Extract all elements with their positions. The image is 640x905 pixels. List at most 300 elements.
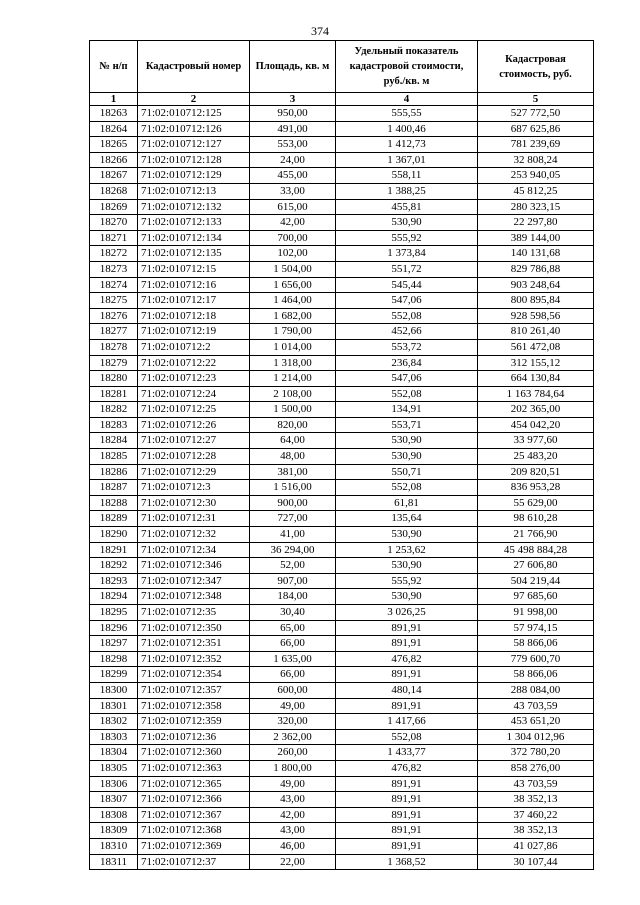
table-row	[90, 199, 594, 215]
cadastral-number-cell: 71:02:010712:24	[138, 386, 250, 402]
specific-value-cell: 551,72	[336, 261, 478, 277]
row-index-cell: 18277	[90, 324, 138, 340]
row-index-cell: 18291	[90, 542, 138, 558]
table-row	[90, 371, 594, 387]
cadastral-value-cell: 202 365,00	[478, 402, 594, 418]
cadastral-value-cell: 27 606,80	[478, 558, 594, 574]
table-row	[90, 339, 594, 355]
table-row	[90, 636, 594, 652]
cadastral-value-cell: 58 866,06	[478, 667, 594, 683]
table-row	[90, 589, 594, 605]
table-row	[90, 230, 594, 246]
row-index-cell: 18265	[90, 137, 138, 153]
cadastral-value-cell: 664 130,84	[478, 371, 594, 387]
cadastral-number-cell: 71:02:010712:29	[138, 464, 250, 480]
specific-value-cell: 550,71	[336, 464, 478, 480]
column-number-row	[90, 93, 594, 106]
table-row	[90, 277, 594, 293]
cadastral-value-cell: 527 772,50	[478, 106, 594, 122]
column-number: 1	[90, 93, 138, 106]
cadastral-number-cell: 71:02:010712:352	[138, 651, 250, 667]
cadastral-value-cell: 504 219,44	[478, 573, 594, 589]
area-cell: 1 214,00	[250, 371, 336, 387]
cadastral-value-cell: 33 977,60	[478, 433, 594, 449]
area-cell: 907,00	[250, 573, 336, 589]
row-index-cell: 18307	[90, 792, 138, 808]
cadastral-value-table	[89, 40, 594, 870]
cadastral-number-cell: 71:02:010712:359	[138, 714, 250, 730]
cadastral-number-cell: 71:02:010712:18	[138, 308, 250, 324]
specific-value-cell: 476,82	[336, 651, 478, 667]
column-number: 2	[138, 93, 250, 106]
specific-value-cell: 530,90	[336, 433, 478, 449]
row-index-cell: 18263	[90, 106, 138, 122]
cadastral-value-cell: 140 131,68	[478, 246, 594, 262]
cadastral-number-cell: 71:02:010712:35	[138, 605, 250, 621]
area-cell: 727,00	[250, 511, 336, 527]
cadastral-number-cell: 71:02:010712:36	[138, 729, 250, 745]
row-index-cell: 18282	[90, 402, 138, 418]
area-cell: 49,00	[250, 698, 336, 714]
cadastral-number-cell: 71:02:010712:129	[138, 168, 250, 184]
area-cell: 1 790,00	[250, 324, 336, 340]
table-header-row	[90, 41, 594, 93]
specific-value-cell: 1 417,66	[336, 714, 478, 730]
table-row	[90, 838, 594, 854]
specific-value-cell: 530,90	[336, 558, 478, 574]
cadastral-number-cell: 71:02:010712:34	[138, 542, 250, 558]
specific-value-cell: 558,11	[336, 168, 478, 184]
table-row	[90, 417, 594, 433]
cadastral-number-cell: 71:02:010712:22	[138, 355, 250, 371]
cadastral-number-cell: 71:02:010712:134	[138, 230, 250, 246]
cadastral-value-cell: 209 820,51	[478, 464, 594, 480]
cadastral-number-cell: 71:02:010712:26	[138, 417, 250, 433]
row-index-cell: 18298	[90, 651, 138, 667]
table-row	[90, 682, 594, 698]
specific-value-cell: 1 367,01	[336, 152, 478, 168]
cadastral-value-cell: 38 352,13	[478, 823, 594, 839]
area-cell: 66,00	[250, 636, 336, 652]
table-row	[90, 402, 594, 418]
area-cell: 102,00	[250, 246, 336, 262]
specific-value-cell: 530,90	[336, 589, 478, 605]
row-index-cell: 18270	[90, 215, 138, 231]
specific-value-cell: 891,91	[336, 838, 478, 854]
specific-value-cell: 891,91	[336, 776, 478, 792]
row-index-cell: 18308	[90, 807, 138, 823]
cadastral-number-cell: 71:02:010712:132	[138, 199, 250, 215]
table-row	[90, 480, 594, 496]
area-cell: 1 656,00	[250, 277, 336, 293]
cadastral-number-cell: 71:02:010712:15	[138, 261, 250, 277]
area-cell: 64,00	[250, 433, 336, 449]
area-cell: 42,00	[250, 215, 336, 231]
cadastral-number-cell: 71:02:010712:13	[138, 183, 250, 199]
cadastral-number-cell: 71:02:010712:25	[138, 402, 250, 418]
area-cell: 2 108,00	[250, 386, 336, 402]
specific-value-cell: 134,91	[336, 402, 478, 418]
area-cell: 30,40	[250, 605, 336, 621]
specific-value-cell: 891,91	[336, 698, 478, 714]
specific-value-cell: 236,84	[336, 355, 478, 371]
specific-value-cell: 61,81	[336, 495, 478, 511]
cadastral-value-cell: 21 766,90	[478, 527, 594, 543]
table-row	[90, 854, 594, 870]
cadastral-number-cell: 71:02:010712:128	[138, 152, 250, 168]
row-index-cell: 18273	[90, 261, 138, 277]
row-index-cell: 18301	[90, 698, 138, 714]
cadastral-value-cell: 32 808,24	[478, 152, 594, 168]
table-row	[90, 807, 594, 823]
cadastral-number-cell: 71:02:010712:351	[138, 636, 250, 652]
cadastral-value-cell: 91 998,00	[478, 605, 594, 621]
area-cell: 1 318,00	[250, 355, 336, 371]
table-row	[90, 698, 594, 714]
table-row	[90, 355, 594, 371]
cadastral-number-cell: 71:02:010712:354	[138, 667, 250, 683]
row-index-cell: 18271	[90, 230, 138, 246]
specific-value-cell: 1 388,25	[336, 183, 478, 199]
cadastral-value-cell: 800 895,84	[478, 293, 594, 309]
row-index-cell: 18306	[90, 776, 138, 792]
specific-value-cell: 547,06	[336, 371, 478, 387]
cadastral-number-cell: 71:02:010712:360	[138, 745, 250, 761]
specific-value-cell: 476,82	[336, 760, 478, 776]
cadastral-value-cell: 903 248,64	[478, 277, 594, 293]
cadastral-value-cell: 37 460,22	[478, 807, 594, 823]
cadastral-number-cell: 71:02:010712:367	[138, 807, 250, 823]
row-index-cell: 18290	[90, 527, 138, 543]
row-index-cell: 18304	[90, 745, 138, 761]
cadastral-value-cell: 858 276,00	[478, 760, 594, 776]
cadastral-value-cell: 38 352,13	[478, 792, 594, 808]
area-cell: 184,00	[250, 589, 336, 605]
table-row	[90, 714, 594, 730]
specific-value-cell: 552,08	[336, 308, 478, 324]
cadastral-value-cell: 280 323,15	[478, 199, 594, 215]
area-cell: 1 500,00	[250, 402, 336, 418]
table-row	[90, 760, 594, 776]
row-index-cell: 18293	[90, 573, 138, 589]
cadastral-value-cell: 58 866,06	[478, 636, 594, 652]
area-cell: 65,00	[250, 620, 336, 636]
row-index-cell: 18305	[90, 760, 138, 776]
cadastral-value-cell: 928 598,56	[478, 308, 594, 324]
area-cell: 43,00	[250, 792, 336, 808]
cadastral-number-cell: 71:02:010712:2	[138, 339, 250, 355]
area-cell: 33,00	[250, 183, 336, 199]
cadastral-value-cell: 810 261,40	[478, 324, 594, 340]
table-row	[90, 792, 594, 808]
table-row	[90, 511, 594, 527]
specific-value-cell: 891,91	[336, 807, 478, 823]
column-number: 4	[336, 93, 478, 106]
row-index-cell: 18288	[90, 495, 138, 511]
column-number: 5	[478, 93, 594, 106]
row-index-cell: 18274	[90, 277, 138, 293]
area-cell: 22,00	[250, 854, 336, 870]
area-cell: 320,00	[250, 714, 336, 730]
row-index-cell: 18272	[90, 246, 138, 262]
table-row	[90, 605, 594, 621]
specific-value-cell: 1 433,77	[336, 745, 478, 761]
table-row	[90, 527, 594, 543]
row-index-cell: 18269	[90, 199, 138, 215]
row-index-cell: 18294	[90, 589, 138, 605]
area-cell: 950,00	[250, 106, 336, 122]
table-row	[90, 137, 594, 153]
specific-value-cell: 530,90	[336, 215, 478, 231]
specific-value-cell: 891,91	[336, 620, 478, 636]
cadastral-value-cell: 781 239,69	[478, 137, 594, 153]
row-index-cell: 18275	[90, 293, 138, 309]
cadastral-number-cell: 71:02:010712:17	[138, 293, 250, 309]
area-cell: 700,00	[250, 230, 336, 246]
cadastral-number-cell: 71:02:010712:358	[138, 698, 250, 714]
cadastral-value-cell: 1 304 012,96	[478, 729, 594, 745]
specific-value-cell: 455,81	[336, 199, 478, 215]
specific-value-cell: 1 400,46	[336, 121, 478, 137]
cadastral-number-cell: 71:02:010712:369	[138, 838, 250, 854]
cadastral-value-cell: 41 027,86	[478, 838, 594, 854]
specific-value-cell: 452,66	[336, 324, 478, 340]
cadastral-value-cell: 45 498 884,28	[478, 542, 594, 558]
table-row	[90, 215, 594, 231]
header-specific-value: Удельный показатель кадастровой стоимости, руб./кв. м	[336, 41, 478, 93]
table-row	[90, 308, 594, 324]
row-index-cell: 18266	[90, 152, 138, 168]
specific-value-cell: 530,90	[336, 449, 478, 465]
specific-value-cell: 553,72	[336, 339, 478, 355]
cadastral-number-cell: 71:02:010712:31	[138, 511, 250, 527]
table-row	[90, 106, 594, 122]
row-index-cell: 18309	[90, 823, 138, 839]
cadastral-value-cell: 22 297,80	[478, 215, 594, 231]
cadastral-value-cell: 372 780,20	[478, 745, 594, 761]
cadastral-value-cell: 453 651,20	[478, 714, 594, 730]
cadastral-number-cell: 71:02:010712:37	[138, 854, 250, 870]
cadastral-value-cell: 829 786,88	[478, 261, 594, 277]
table-row	[90, 495, 594, 511]
row-index-cell: 18297	[90, 636, 138, 652]
area-cell: 553,00	[250, 137, 336, 153]
cadastral-value-cell: 389 144,00	[478, 230, 594, 246]
area-cell: 52,00	[250, 558, 336, 574]
cadastral-number-cell: 71:02:010712:27	[138, 433, 250, 449]
row-index-cell: 18302	[90, 714, 138, 730]
cadastral-number-cell: 71:02:010712:347	[138, 573, 250, 589]
area-cell: 1 682,00	[250, 308, 336, 324]
cadastral-number-cell: 71:02:010712:368	[138, 823, 250, 839]
table-row	[90, 183, 594, 199]
cadastral-value-cell: 98 610,28	[478, 511, 594, 527]
cadastral-value-cell: 454 042,20	[478, 417, 594, 433]
table-row	[90, 776, 594, 792]
cadastral-value-cell: 25 483,20	[478, 449, 594, 465]
cadastral-value-cell: 57 974,15	[478, 620, 594, 636]
cadastral-number-cell: 71:02:010712:348	[138, 589, 250, 605]
specific-value-cell: 552,08	[336, 386, 478, 402]
area-cell: 46,00	[250, 838, 336, 854]
header-index: № н/п	[90, 41, 138, 93]
row-index-cell: 18284	[90, 433, 138, 449]
area-cell: 260,00	[250, 745, 336, 761]
cadastral-value-cell: 836 953,28	[478, 480, 594, 496]
header-area: Площадь, кв. м	[250, 41, 336, 93]
table-row	[90, 433, 594, 449]
column-number: 3	[250, 93, 336, 106]
table-row	[90, 573, 594, 589]
cadastral-value-cell: 30 107,44	[478, 854, 594, 870]
row-index-cell: 18311	[90, 854, 138, 870]
specific-value-cell: 552,08	[336, 480, 478, 496]
cadastral-number-cell: 71:02:010712:135	[138, 246, 250, 262]
cadastral-number-cell: 71:02:010712:133	[138, 215, 250, 231]
area-cell: 42,00	[250, 807, 336, 823]
area-cell: 1 464,00	[250, 293, 336, 309]
area-cell: 41,00	[250, 527, 336, 543]
table-row	[90, 823, 594, 839]
area-cell: 36 294,00	[250, 542, 336, 558]
cadastral-value-cell: 253 940,05	[478, 168, 594, 184]
header-cadastral-number: Кадастровый номер	[138, 41, 250, 93]
specific-value-cell: 555,92	[336, 573, 478, 589]
cadastral-number-cell: 71:02:010712:357	[138, 682, 250, 698]
table-row	[90, 558, 594, 574]
row-index-cell: 18292	[90, 558, 138, 574]
row-index-cell: 18280	[90, 371, 138, 387]
row-index-cell: 18264	[90, 121, 138, 137]
cadastral-number-cell: 71:02:010712:127	[138, 137, 250, 153]
area-cell: 43,00	[250, 823, 336, 839]
row-index-cell: 18310	[90, 838, 138, 854]
area-cell: 900,00	[250, 495, 336, 511]
specific-value-cell: 1 368,52	[336, 854, 478, 870]
table-body	[90, 106, 594, 870]
area-cell: 381,00	[250, 464, 336, 480]
specific-value-cell: 547,06	[336, 293, 478, 309]
table-row	[90, 293, 594, 309]
table-row	[90, 324, 594, 340]
row-index-cell: 18278	[90, 339, 138, 355]
row-index-cell: 18276	[90, 308, 138, 324]
area-cell: 455,00	[250, 168, 336, 184]
table-row	[90, 168, 594, 184]
cadastral-value-cell: 779 600,70	[478, 651, 594, 667]
cadastral-value-cell: 45 812,25	[478, 183, 594, 199]
specific-value-cell: 891,91	[336, 667, 478, 683]
cadastral-value-cell: 43 703,59	[478, 698, 594, 714]
cadastral-value-cell: 312 155,12	[478, 355, 594, 371]
table-row	[90, 729, 594, 745]
cadastral-number-cell: 71:02:010712:363	[138, 760, 250, 776]
row-index-cell: 18296	[90, 620, 138, 636]
row-index-cell: 18267	[90, 168, 138, 184]
specific-value-cell: 1 412,73	[336, 137, 478, 153]
row-index-cell: 18279	[90, 355, 138, 371]
cadastral-number-cell: 71:02:010712:32	[138, 527, 250, 543]
row-index-cell: 18286	[90, 464, 138, 480]
specific-value-cell: 1 253,62	[336, 542, 478, 558]
table-row	[90, 667, 594, 683]
page-number: 374	[311, 24, 329, 38]
row-index-cell: 18287	[90, 480, 138, 496]
cadastral-value-cell: 288 084,00	[478, 682, 594, 698]
cadastral-number-cell: 71:02:010712:126	[138, 121, 250, 137]
area-cell: 24,00	[250, 152, 336, 168]
cadastral-number-cell: 71:02:010712:30	[138, 495, 250, 511]
specific-value-cell: 891,91	[336, 792, 478, 808]
cadastral-number-cell: 71:02:010712:28	[138, 449, 250, 465]
specific-value-cell: 555,55	[336, 106, 478, 122]
table-row	[90, 542, 594, 558]
row-index-cell: 18303	[90, 729, 138, 745]
cadastral-value-cell: 687 625,86	[478, 121, 594, 137]
row-index-cell: 18295	[90, 605, 138, 621]
specific-value-cell: 545,44	[336, 277, 478, 293]
specific-value-cell: 530,90	[336, 527, 478, 543]
table-row	[90, 449, 594, 465]
cadastral-number-cell: 71:02:010712:365	[138, 776, 250, 792]
specific-value-cell: 135,64	[336, 511, 478, 527]
cadastral-number-cell: 71:02:010712:366	[138, 792, 250, 808]
specific-value-cell: 1 373,84	[336, 246, 478, 262]
area-cell: 600,00	[250, 682, 336, 698]
row-index-cell: 18299	[90, 667, 138, 683]
cadastral-value-cell: 55 629,00	[478, 495, 594, 511]
area-cell: 48,00	[250, 449, 336, 465]
cadastral-number-cell: 71:02:010712:19	[138, 324, 250, 340]
table-row	[90, 246, 594, 262]
header-cadastral-value: Кадастровая стоимость, руб.	[478, 41, 594, 93]
area-cell: 1 800,00	[250, 760, 336, 776]
cadastral-number-cell: 71:02:010712:346	[138, 558, 250, 574]
area-cell: 1 014,00	[250, 339, 336, 355]
row-index-cell: 18300	[90, 682, 138, 698]
area-cell: 1 504,00	[250, 261, 336, 277]
specific-value-cell: 552,08	[336, 729, 478, 745]
cadastral-value-cell: 43 703,59	[478, 776, 594, 792]
table-row	[90, 386, 594, 402]
row-index-cell: 18289	[90, 511, 138, 527]
row-index-cell: 18283	[90, 417, 138, 433]
table-row	[90, 121, 594, 137]
cadastral-number-cell: 71:02:010712:125	[138, 106, 250, 122]
specific-value-cell: 553,71	[336, 417, 478, 433]
area-cell: 2 362,00	[250, 729, 336, 745]
area-cell: 491,00	[250, 121, 336, 137]
specific-value-cell: 891,91	[336, 823, 478, 839]
table-row	[90, 651, 594, 667]
specific-value-cell: 891,91	[336, 636, 478, 652]
cadastral-number-cell: 71:02:010712:16	[138, 277, 250, 293]
area-cell: 1 635,00	[250, 651, 336, 667]
specific-value-cell: 3 026,25	[336, 605, 478, 621]
table-row	[90, 620, 594, 636]
table-row	[90, 152, 594, 168]
area-cell: 1 516,00	[250, 480, 336, 496]
row-index-cell: 18285	[90, 449, 138, 465]
cadastral-value-cell: 97 685,60	[478, 589, 594, 605]
area-cell: 615,00	[250, 199, 336, 215]
row-index-cell: 18268	[90, 183, 138, 199]
table-row	[90, 745, 594, 761]
cadastral-number-cell: 71:02:010712:3	[138, 480, 250, 496]
table-row	[90, 464, 594, 480]
table-row	[90, 261, 594, 277]
specific-value-cell: 480,14	[336, 682, 478, 698]
